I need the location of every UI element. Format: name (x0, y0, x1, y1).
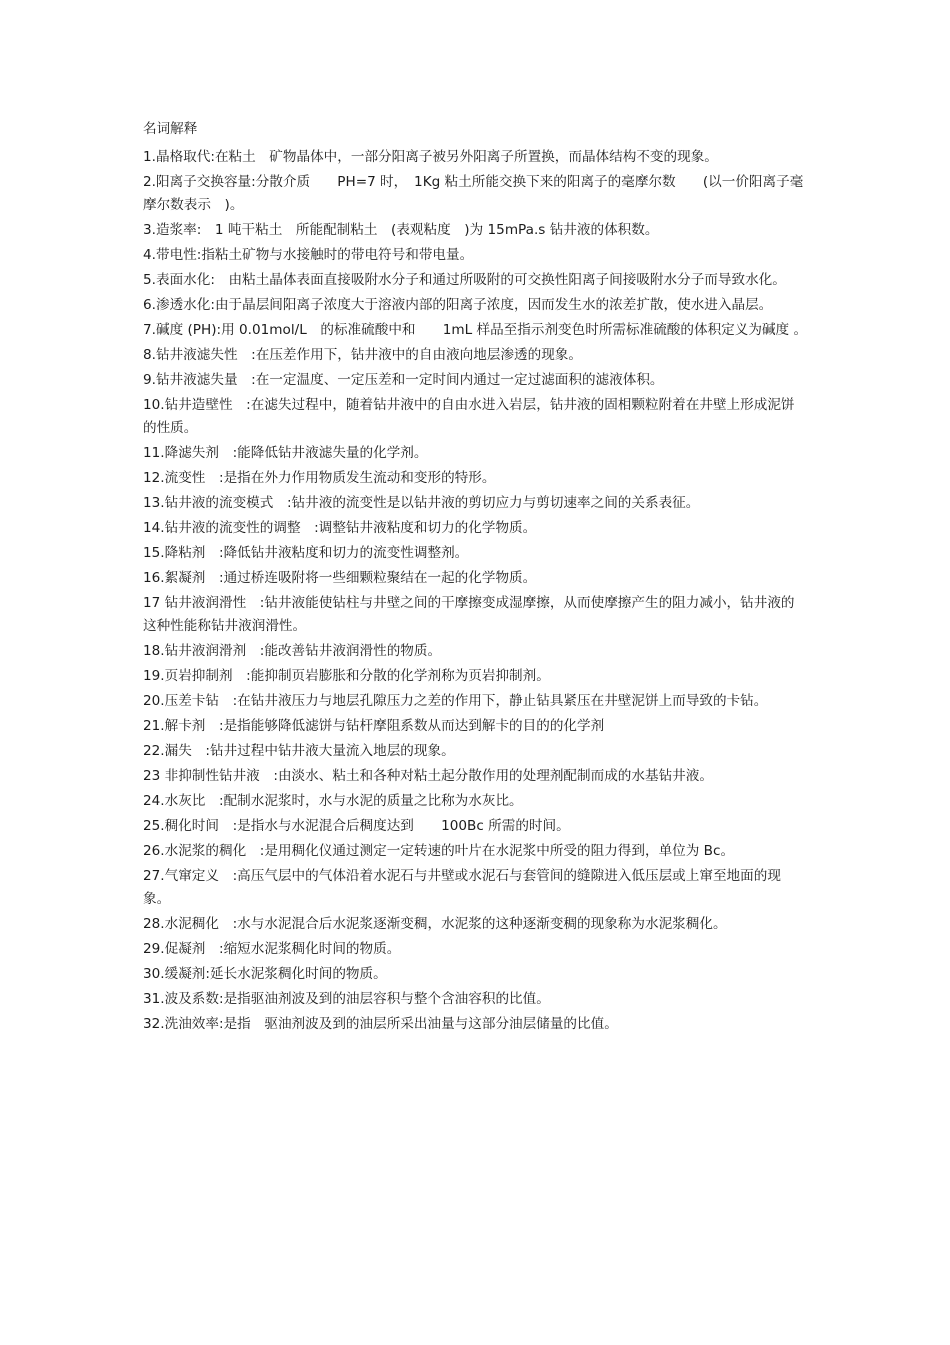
definition-entry (143, 146, 808, 169)
entry-term: 20.压差卡钻 (143, 693, 219, 709)
entry-definition: 是指 驱油剂波及到的油层所采出油量与这部分油层储量的比值。 (223, 1016, 618, 1032)
entry-definition: :降低钻井液粘度和切力的流变性调整剂。 (205, 545, 469, 561)
definition-entry (143, 467, 808, 490)
entry-definition: :在滤失过程中，随着钻井液中的自由水进入岩层，钻井液的固相颗粒附着在井壁上形成泥饼的性质。 (143, 397, 795, 436)
entry-definition: :能降低钻井液滤失量的化学剂。 (219, 445, 428, 461)
entry-definition: 分散介质 PH=7 时， 1Kg 粘土所能交换下来的阳离子的毫摩尔数 (以一价阳离子毫摩尔数表示 )。 (143, 174, 804, 213)
entry-term: 28.水泥稠化 (143, 916, 219, 932)
entry-definition: 指粘土矿物与水接触时的带电符号和带电量。 (201, 247, 474, 263)
definition-entry (143, 988, 808, 1011)
definition-entry (143, 369, 808, 392)
entry-definition: :能抑制页岩膨胀和分散的化学剂称为页岩抑制剂。 (232, 668, 550, 684)
definition-entry (143, 790, 808, 813)
entry-term: 2.阳离子交换容量: (143, 174, 256, 190)
definition-entry (143, 938, 808, 961)
entry-term: 4.带电性: (143, 247, 202, 263)
definition-entry (143, 294, 808, 317)
entry-definition: 1 吨干粘土 所能配制粘土 (表观粘度 )为 15mPa.s 钻井液的体积数。 (201, 222, 659, 238)
entry-term: 32.洗油效率: (143, 1016, 224, 1032)
document-body (143, 118, 808, 1038)
entry-term: 10.钻井造壁性 (143, 397, 233, 413)
entry-definition: 由于晶层间阳离子浓度大于溶液内部的阳离子浓度，因而发生水的浓差扩散，使水进入晶层。 (214, 297, 773, 313)
definition-entry (143, 244, 808, 267)
entry-term: 6.渗透水化: (143, 297, 215, 313)
entry-definition: :通过桥连吸附将一些细颗粒聚结在一起的化学物质。 (205, 570, 537, 586)
entry-definition: :是用稠化仪通过测定一定转速的叶片在水泥浆中所受的阻力得到，单位为 Bc。 (246, 843, 735, 859)
entry-term: 18.钻井液润滑剂 (143, 643, 247, 659)
entry-definition: :在一定温度、一定压差和一定时间内通过一定过滤面积的滤液体积。 (237, 372, 664, 388)
definition-entry (143, 171, 808, 217)
definition-entry (143, 840, 808, 863)
definition-entry (143, 219, 808, 242)
entry-definition: :在钻井液压力与地层孔隙压力之差的作用下，静止钻具紧压在井壁泥饼上而导致的卡钻。 (219, 693, 768, 709)
entry-definition: :是指水与水泥混合后稠度达到 100Bc 所需的时间。 (219, 818, 570, 834)
definition-entry (143, 344, 808, 367)
definition-entry (143, 815, 808, 838)
definition-entry (143, 442, 808, 465)
entry-definition: :在压差作用下，钻井液中的自由液向地层渗透的现象。 (237, 347, 582, 363)
entry-term: 30.缓凝剂: (143, 966, 210, 982)
entry-term: 23 非抑制性钻井液 (143, 768, 260, 784)
entry-term: 3.造浆率: (143, 222, 202, 238)
definition-entry (143, 690, 808, 713)
definition-entry (143, 1013, 808, 1036)
entry-definition: :钻井液能使钻柱与井壁之间的干摩擦变成湿摩擦，从而使摩擦产生的阻力减小，钻井液的这种性能称钻井液润滑性。 (143, 595, 795, 634)
document-title: 名词解释 (143, 121, 198, 137)
definition-entry (143, 492, 808, 515)
entry-term: 21.解卡剂 (143, 718, 206, 734)
entry-term: 7.碱度 (PH): (143, 322, 222, 338)
entry-term: 14.钻井液的流变性的调整 (143, 520, 301, 536)
entry-definition: 在粘土 矿物晶体中，一部分阳离子被另外阳离子所置换，而晶体结构不变的现象。 (214, 149, 718, 165)
definition-entry (143, 913, 808, 936)
entry-definition: :钻井液的流变性是以钻井液的剪切应力与剪切速率之间的关系表征。 (273, 495, 700, 511)
entry-definition: :配制水泥浆时，水与水泥的质量之比称为水灰比。 (205, 793, 523, 809)
entry-term: 5.表面水化: (143, 272, 215, 288)
definition-entry (143, 394, 808, 440)
definition-entry (143, 963, 808, 986)
definition-entry (143, 865, 808, 911)
entry-term: 11.降滤失剂 (143, 445, 219, 461)
entry-definition: :调整钻井液粘度和切力的化学物质。 (300, 520, 537, 536)
entry-definition: 延长水泥浆稠化时间的物质。 (209, 966, 387, 982)
entry-definition: :由淡水、粘土和各种对粘土起分散作用的处理剂配制而成的水基钻井液。 (259, 768, 713, 784)
definition-entry (143, 765, 808, 788)
entry-term: 22.漏失 (143, 743, 192, 759)
entry-term: 27.气窜定义 (143, 868, 219, 884)
entry-definition: :钻井过程中钻井液大量流入地层的现象。 (191, 743, 455, 759)
entry-definition: :水与水泥混合后水泥浆逐渐变稠，水泥浆的这种逐渐变稠的现象称为水泥浆稠化。 (219, 916, 727, 932)
entry-definition: :高压气层中的气体沿着水泥石与井壁或水泥石与套管间的缝隙进入低压层或上窜至地面的现象。 (143, 868, 781, 907)
entry-definition: 是指驱油剂波及到的油层容积与整个含油容积的比值。 (223, 991, 550, 1007)
definition-entry (143, 567, 808, 590)
definition-entry (143, 319, 808, 342)
entry-term: 31.波及系数: (143, 991, 224, 1007)
definition-entry (143, 665, 808, 688)
entry-term: 15.降粘剂 (143, 545, 206, 561)
entry-definition: :能改善钻井液润滑性的物质。 (246, 643, 442, 659)
entry-term: 16.絮凝剂 (143, 570, 206, 586)
definition-entry (143, 715, 808, 738)
entry-definition: 由粘土晶体表面直接吸附水分子和通过所吸附的可交换性阳离子间接吸附水分子而导致水化。 (214, 272, 786, 288)
entry-term: 1.晶格取代: (143, 149, 215, 165)
entry-term: 29.促凝剂 (143, 941, 206, 957)
entry-term: 25.稠化时间 (143, 818, 219, 834)
definition-entry (143, 592, 808, 638)
entry-term: 13.钻井液的流变模式 (143, 495, 274, 511)
entry-term: 19.页岩抑制剂 (143, 668, 233, 684)
entry-term: 24.水灰比 (143, 793, 206, 809)
entry-term: 17 钻井液润滑性 (143, 595, 247, 611)
definition-entry (143, 740, 808, 763)
entry-term: 8.钻井液滤失性 (143, 347, 238, 363)
entry-definition: :是指在外力作用物质发生流动和变形的特形。 (205, 470, 496, 486)
definition-entry (143, 542, 808, 565)
entry-definition: :是指能够降低滤饼与钻杆摩阻系数从而达到解卡的目的的化学剂 (205, 718, 605, 734)
definition-entry (143, 269, 808, 292)
entry-term: 9.钻井液滤失量 (143, 372, 238, 388)
entry-definition: 用 0.01mol/L 的标准硫酸中和 1mL 样品至指示剂变色时所需标准硫酸的体积定义为碱度 。 (221, 322, 808, 338)
entry-term: 26.水泥浆的稠化 (143, 843, 247, 859)
definition-list (143, 146, 808, 1036)
definition-entry (143, 640, 808, 663)
entry-definition: :缩短水泥浆稠化时间的物质。 (205, 941, 401, 957)
definition-entry (143, 517, 808, 540)
entry-term: 12.流变性 (143, 470, 206, 486)
